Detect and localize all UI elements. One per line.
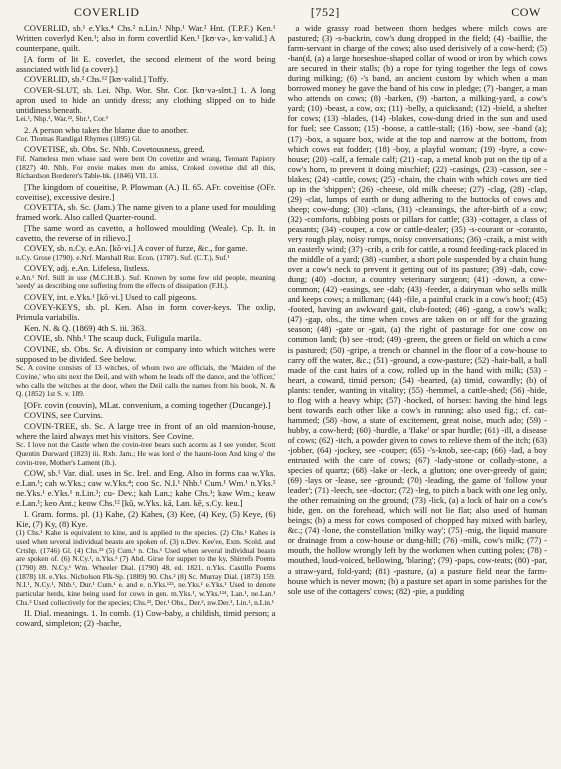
entry-paragraph: I. Gram. forms. pl. (1) Kahe, (2) Kahes, (3) Kee, (4) Key, (5) Keye, (6) Kie, (7) Ky, (8) Kye.: [16, 508, 276, 529]
right-column: [288, 23, 548, 768]
entry-paragraph: COVEY, sb. n.Cy. e.An. [kō·vi.] A cover of furze, &c., for game.: [24, 243, 248, 254]
entry-paragraph: II. Dial. meanings. 1. In comb. (1) Cow-baby, a childish, timid person; a coward, simpleton; (2) -bache,: [16, 608, 276, 629]
running-header: [16, 5, 547, 20]
entry-paragraph: COVER-SLUT, sb. Lei. Nhp. Wor. Shr. Cor. [kʊ·və-slʊt.] 1. A long apron used to hide an untidy dress; any clothing slipped on to hide untidiness beneath.: [16, 84, 276, 115]
entry-paragraph: 2. A person who takes the blame due to another.: [24, 124, 189, 135]
entry-paragraph: COVERLID, sb.¹ e.Yks.⁴ Chs.² n.Lin.¹ Nhp.¹ War.² Hnt. (T.P.F.) Ken.¹ Written coverlyd Ken.¹; also in form covertlid Ken.¹ [kʊ·və-, kʊ·vəlid.] A counterpane, quilt.: [16, 23, 276, 54]
quotation-paragraph: e.An.¹ Nrf. Still in use (M.C.H.B.). Suf. Known by some few old people, meaning 'seedy' as describing one suffering from the effects of dissipation (F.H.).: [16, 272, 276, 291]
quotation-paragraph: Fif. Nameless men whase saul were bent On covetize and wrang, Tennant Papistry (1827) 40. Nhb. For envie makes men do amiss, Croked covetise did all this, Richardson Borderer's Table-bk. (1846) VII. 13.: [16, 153, 276, 181]
entry-paragraph: COVETTA, sb. Sc. (Jam.) The name given to a plane used for moulding framed work. Also called Quarter-round.: [16, 202, 276, 223]
entry-paragraph: COVINE, sb. Obs. Sc. A division or company into which witches were supposed to be divided. See below.: [16, 343, 276, 364]
entry-paragraph: COVEY, int. e.Yks.¹ [kō·vi.] Used to call pigeons.: [24, 291, 198, 302]
entry-paragraph: COVERLID, sb.² Chs.¹² [kʊ·vəlid.] Toffy.: [24, 74, 169, 85]
quotation-paragraph: (1) Chs.¹ Kahe is equivalent to kine, and is applied to the species. (2) Chs.¹ Kahes is used when several individual beasts are spoken of. (3) n.Dev. Kee'ee, Exm. Scold. and Crtshp. (1746) Gl. (4) Chs.²³ (5) Cum.¹ n. Chs.¹ Used when several individual beasts are spoken of. (6) N.Cy.¹, n.Yks.² (7) Abd. Girse for supper to the ky, Shirrefs Poems (1790) 89. N.Cy.¹ Wm. Wheeler Dial. (1790) 48, ed. 1821. n.Yks. Castillo Poems (1878) 18. e.Yks. Nicholson Flk-Sp. (1889) 90. Chs.² (8) Sc. Murray Dial. (1873) 159. N.I.¹, N.Cy.¹, Nhb.¹, Dur.¹ Cum.¹ e. and e. n.Yks.¹²³, ne.Yks.¹ e.Yks.¹ Used to denote particular herds, kine being used for cows in gen. m.Yks.¹, w.Yks.¹²⁴, Lan.¹, ne.Lan.¹ Chs.² Used collectively for the species; Chs.²³, Der.¹ Obs., Der.², nw.Der.¹, Lin.¹, n.Lin.¹: [16, 528, 276, 607]
quotation-paragraph: Cor. Thomas Randigal Rhymes (1895) Gl.: [16, 134, 142, 144]
entry-paragraph: a wide grassy road between thorn hedges where milch cows are pastured; (3) -s-backrin, cow's dung dropped in the field; (4) -baillie, the farm-servant in charge of the cows; also used derisively of a cow-herd; (5) -ban(d, (a) a large horseshoe-shaped collar of wood or iron by which cows are secured in their stalls; (b) a rope for tying together the legs of cows during milking; (6) -'s band, an ancient custom by which when a man borrowed money he gave the band of his cow in pledge; (7) -banger, a man who attends on cows; (8) -barken, (9) -barton, a milking-yard, a cow's yard; (10) -beast, a cow, ox; (11) -belly, a quicksand; (12) -bield, a shelter for cows; (13) -blades, (14) -blakes, cow-dung dried in the sun and used for fuel; see Casson; (15) -boose, a cattle-stall; (16) -bow, see -band (a); (17) -box, a square box, wide at the top and narrow at the bottom, from which cows eat fodder; (18) -boy, a playful woman; (19) -byre, a cow-house; (20) -calf, a female calf; (21) -cap, a metal knob put on the tip of a cow's horn, to prevent it doing mischief; (22) -casings, (23) -casson, see -blakes; (24) -cattle, cows; (25) -chain, the chain with which cows are tied up in the 'shippen'; (26) -cheese, old milk cheese; (27) -clag, (28) -clap, (29) -clat, lumps of earth or dung adhering to the buttocks of cows and sheep; cow-dung; (30) -clans, (31) -cleansings, the after-birth of a cow; (32) -comforts, rubbing posts or pillars for cattle; (33) -cottager, a class of peasants; (34) -couper, a cow or cattle-dealer; (35) -s-courant or -coranto, very rough play, noisy romps, noisy conversations; (36) -craik, a mist with an easterly wind; (37) -crib, a crib for cattle, a round feeding-rack placed in the middle of a yard; (38) -cumber, a short pole suspended by a chain hung over a cow's neck to prevent it getting out of its pasture; (39) -dab, cow-dung; (40) -doctor, a country veterinary surgeon; (41) -down, a cow-common; (42) -easings, see -dab; (43) -feeder, a dairyman who sells milk and keeps cows; a milkman; (44) -file, a painful crack in a cow's hoof; (45) -footed, having an awkward gait, club-footed; (46) -gang, a cow's walk; (47) -gap, obs., the time when cows are taken on or off for the grazing season; (48) -gate or -gait, (a) the right of pasturage for one cow on common land; (b) see -trod; (49) -green, the green or field on which a cow is pastured; (50) -gripe, a trench or channel in the floor of a cow-house to carry off the water, &c.; (51) -ground, a cow-pasture; (52) -hair-ball, a ball made of the cast hairs of a cow, rolled up in the hand with milk; (53) -heart, a coward, timid person; (54) -hearted, (a) timid, cowardly; (b) of plants: tender, wanting in vitality; (55) -hemmel, a cattle-shed; (56) -hide, to flog with a heavy whip; (57) -hocked, of horses: having the hind legs bent towards each other like a cow's in running; also used fig.; cf. cat-hammed; (58) -how, a state of excitement, great noise, much ado; (59) -hubby, a cow-herd; (60) -hurdle, a 'flake' or spar hurdle; (61) -ill, a disease of cows; (62) -itch, a powder given to cows to relieve them of the itch; (63) -jobber, (64) -jockey, see -couper; (65) -'s-knob, see-cap; (66) -lad, a boy entrusted with the care of cows; (67) -lady-stone or collady-stone, a species of quartz; (68) -lake or -leck, a glutton; one over-greedy of gain; (69) -lays or -lease, see -ground; (70) -leading, the game of 'follow your leader'; (71) -leech, see -doctor; (72) -leg, to pitch a back with one leg only, the other remaining on the ground; (73) -lick, (a) a lock of hair on a cow's hide, gen. on the forehead, which will not lie flat; also used of human beings; (b) a mess for cows composed of chopped hay mixed with barley, &c.; (74) -lone, the constellation 'milky way'; (75) -mig, the liquid manure or drainage from a cow-house or dung-hill; (76) -milk, cow's milk; (77) -mouth, the hollow wrongly left by the workmen when cutting poles; (78) -mouthed, loud-voiced, bellowing, 'blaring'; (79) -paps, cow-teats; (80) -par, a straw-yard, fold-yard; (81) -pasture, (a) a pasture field near the farm-house which is never mown; (b) a pasture set apart in some parishes for the sole use of the cottagers' cows; (82) -pie, a pudding: [287, 23, 547, 596]
entry-paragraph: [The kingdom of coueitise, P. Plowman (A.) II. 65. AFr. coveitise (OFr. coveitise), excessive desire.]: [16, 181, 276, 202]
page-number: [752]: [310, 5, 340, 19]
entry-paragraph: COVEY-KEYS, sb. pl. Ken. Also in form cover-keys. The oxlip, Primula variabilis.: [16, 302, 276, 323]
entry-paragraph: COVETISE, sb. Obs. Sc. Nhb. Covetousness, greed.: [24, 144, 205, 155]
entry-paragraph: [A form of lit E. coverlet, the second element of the word being associated with lid (a cover).]: [16, 53, 276, 74]
entry-paragraph: COVIE, sb. Nhb.¹ The scaup duck, Fuligula marila.: [24, 333, 202, 344]
quotation-paragraph: n.Cy. Grose (1790). e.Nrf. Marshall Rur. Econ. (1787). Suf. (C.T.), Suf.¹: [16, 252, 230, 262]
header-left-word: COVERLID: [74, 5, 140, 19]
quotation-paragraph: Sc. A covine consists of 13 witches, of whom two are officials, the 'Maiden of the Covine,' who sits next the Deil, and with whom he leads off the dance, and the 'officer,' who calls the witches at the door, when the Deil calls the names from his book, N. & Q. (1852) 1st S. v. 189.: [16, 363, 276, 399]
entry-paragraph: COVIN-TREE, sb. Sc. A large tree in front of an old mansion-house, where the laird always met his visitors. See Covine.: [16, 420, 276, 441]
header-right-word: COW: [511, 5, 541, 19]
left-column: [16, 23, 276, 768]
entry-paragraph: [The same word as cavetto, a hollowed moulding (Weale). Cp. It. in cavetto, the reverse of in rilievo.]: [16, 222, 276, 243]
entry-paragraph: COW, sb.¹ Var. dial. uses in Sc. Irel. and Eng. Also in forms caa w.Yks. e.Lan.¹; cah w.Yks.; caw w.Yks.⁴; coo Sc. N.I.¹ Nhb.¹ Cum.¹ Wm.¹ n.Yks.² ne.Yks.¹ e.Yks.¹ n.Lin.¹; cu- Dev.; kah Lan.; kahe Chs.¹; kaw Wm.; keaw e.Lan.¹; keo Ant.; keow Chs.¹² [kū, w.Yks. kā, Lan. kē, s.Cy. keu.]: [16, 467, 276, 509]
text-columns: [16, 23, 547, 768]
entry-paragraph: COVINS, see Curvins.: [24, 410, 103, 421]
entry-paragraph: COVEY, adj. e.An. Lifeless, listless.: [24, 263, 150, 274]
quotation-paragraph: Sc. I love not the Castle when the covin-tree bears such acorns as I see yonder, Scott Quentin Durward (1823) iii. Rxb. Jam.; He was lord o' the haunt-loon And king o' the covin-tree, Mother's Lament (ib.).: [16, 440, 276, 467]
entry-paragraph: Ken. N. & Q. (1869) 4th S. iii. 363.: [24, 322, 147, 333]
quotation-paragraph: Lei.¹, Nhp.¹, War.²³, Shr.¹, Cor.²: [16, 114, 109, 124]
entry-paragraph: [OFr. covin (couvin), MLat. convenium, a coming together (Ducange).]: [24, 399, 271, 410]
